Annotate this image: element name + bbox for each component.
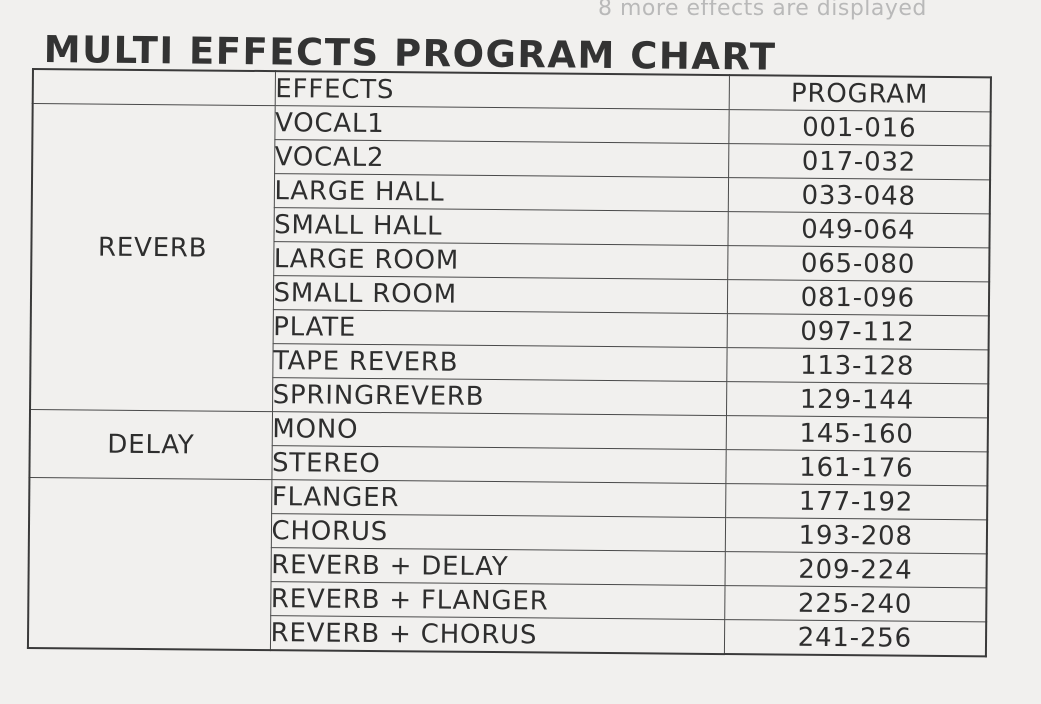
program-range: 177-192: [725, 484, 987, 520]
effect-name: CHORUS: [271, 514, 725, 552]
program-range: 113-128: [726, 348, 988, 384]
bleed-through-text: 8 more effects are displayed: [598, 0, 927, 21]
effect-name: REVERB + CHORUS: [270, 616, 724, 654]
effect-name: REVERB + FLANGER: [270, 582, 724, 620]
table-row: [29, 477, 987, 519]
effect-name: VOCAL1: [274, 106, 728, 144]
table-row: [32, 104, 990, 146]
program-range: 161-176: [725, 450, 987, 486]
program-range: 081-096: [727, 280, 989, 316]
program-range: 241-256: [724, 620, 986, 657]
header-program: PROGRAM: [729, 75, 991, 112]
program-range: 097-112: [727, 314, 989, 350]
category-cell: [30, 104, 275, 412]
effect-name: SMALL ROOM: [273, 276, 727, 314]
header-effects: EFFECTS: [275, 71, 729, 109]
program-range: 049-064: [727, 212, 989, 248]
effect-name: PLATE: [273, 310, 727, 348]
effect-name: STEREO: [271, 446, 725, 484]
effect-name: VOCAL2: [274, 140, 728, 178]
program-range: 129-144: [726, 382, 988, 418]
effect-name: MONO: [272, 412, 726, 450]
effect-name: REVERB + DELAY: [271, 548, 725, 586]
effect-name: LARGE ROOM: [273, 242, 727, 280]
effect-name: LARGE HALL: [274, 174, 728, 212]
table-body: [28, 104, 991, 657]
page-title: MULTI EFFECTS PROGRAM CHART: [43, 28, 777, 79]
category-cell: [28, 477, 271, 650]
program-range: 033-048: [728, 178, 990, 214]
effect-name: SPRINGREVERB: [272, 378, 726, 416]
table-row: [30, 409, 988, 451]
program-range: 001-016: [728, 110, 990, 146]
program-range: 193-208: [725, 518, 987, 554]
category-label: REVERB: [97, 232, 208, 264]
program-range: 145-160: [726, 416, 988, 452]
program-chart: [27, 68, 990, 692]
category-label: DELAY: [107, 429, 195, 460]
effect-name: SMALL HALL: [273, 208, 727, 246]
program-range: 225-240: [724, 586, 986, 622]
program-table: [27, 68, 992, 657]
effect-name: TAPE REVERB: [272, 344, 726, 382]
effect-name: FLANGER: [271, 480, 725, 518]
program-range: 065-080: [727, 246, 989, 282]
program-range: 017-032: [728, 144, 990, 180]
program-range: 209-224: [725, 552, 987, 588]
category-cell: [29, 409, 272, 479]
header-category: [33, 69, 275, 106]
